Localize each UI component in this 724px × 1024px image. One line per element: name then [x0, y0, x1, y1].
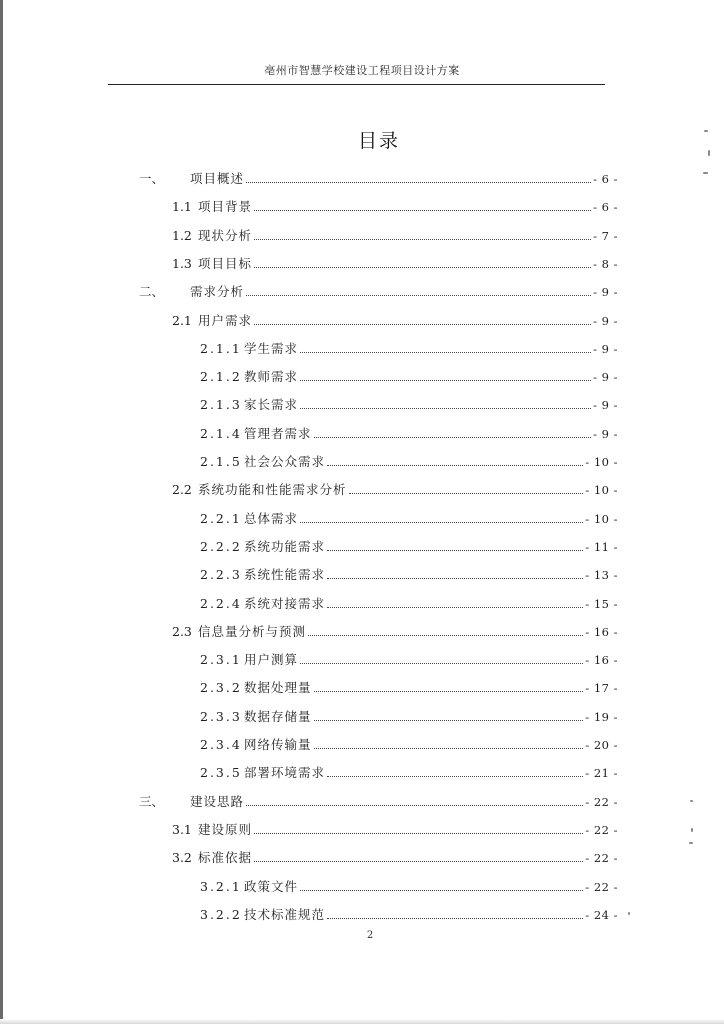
toc-dot-leader	[314, 748, 584, 749]
toc-entry-number: 2.1	[172, 312, 192, 328]
toc-entry-page: - 21 -	[585, 766, 618, 781]
toc-entry-label: 用户需求	[198, 312, 253, 328]
toc-dot-leader	[314, 691, 584, 692]
toc-entry-page: - 22 -	[585, 851, 618, 866]
toc-entry-number: 1.2	[172, 227, 192, 243]
toc-dot-leader	[300, 663, 583, 664]
toc-entry-label: 管理者需求	[244, 425, 312, 441]
scan-artifact	[708, 150, 710, 156]
toc-entry[interactable]	[200, 652, 618, 668]
scan-artifact	[628, 912, 630, 915]
toc-dot-leader	[314, 720, 584, 721]
toc-entry-number: 2.2.1	[200, 510, 242, 526]
toc-entry-label: 社会公众需求	[244, 454, 326, 469]
page-number: 2	[366, 930, 374, 941]
toc-entry-label: 项目概述	[190, 171, 245, 186]
toc-entry-page: - 17 -	[585, 681, 618, 696]
toc-dot-leader	[327, 607, 583, 608]
toc-entry[interactable]	[139, 171, 618, 187]
toc-entry-number: 2.2.2	[200, 538, 242, 554]
toc-entry-number: 2.1.5	[200, 454, 242, 469]
scan-artifact	[689, 842, 693, 844]
toc-entry-page: - 6 -	[593, 172, 618, 186]
toc-entry[interactable]	[200, 341, 618, 357]
toc-entry-number: 2.3.2	[200, 680, 242, 696]
toc-entry-page: - 15 -	[585, 596, 618, 611]
toc-entry[interactable]	[172, 624, 618, 640]
toc-entry-page: - 9 -	[593, 370, 618, 385]
toc-entry[interactable]	[139, 794, 618, 810]
toc-entry-number: 3.2	[172, 850, 192, 866]
toc-entry[interactable]	[200, 539, 618, 555]
toc-entry-label: 需求分析	[190, 284, 245, 300]
toc-entry[interactable]	[200, 879, 618, 895]
toc-entry-label: 系统性能需求	[244, 567, 326, 583]
toc-dot-leader	[246, 805, 583, 806]
toc-entry-page: - 9 -	[593, 341, 618, 356]
toc-dot-leader	[308, 635, 583, 636]
toc-dot-leader	[246, 295, 591, 296]
toc-dot-leader	[314, 437, 592, 438]
toc-entry-number: 三、	[139, 793, 165, 809]
toc-dot-leader	[254, 239, 591, 240]
toc-entry-page: - 11 -	[585, 539, 618, 554]
toc-entry-page: - 9 -	[593, 398, 618, 413]
toc-entry-number: 一、	[139, 171, 165, 186]
toc-entry[interactable]	[139, 284, 618, 300]
scan-artifact	[691, 828, 693, 832]
scan-artifact	[704, 130, 708, 132]
toc-entry-number: 2.1.4	[200, 425, 242, 441]
toc-dot-leader	[300, 380, 591, 381]
toc-entry-number: 2.3.4	[200, 737, 242, 752]
toc-entry-page: - 16 -	[585, 653, 618, 668]
scan-artifact	[690, 800, 693, 802]
toc-entry-label: 用户测算	[244, 652, 299, 668]
toc-entry[interactable]	[172, 482, 618, 498]
toc-entry-page: - 10 -	[585, 483, 618, 498]
toc-entry-label: 建设原则	[198, 821, 253, 837]
toc-dot-leader	[254, 833, 583, 834]
toc-entry-page: - 19 -	[585, 709, 618, 724]
toc-entry-label: 部署环境需求	[244, 765, 326, 781]
toc-entry-page: - 9 -	[593, 313, 618, 328]
toc-entry-page: - 9 -	[593, 285, 618, 300]
toc-entry-page: - 10 -	[585, 455, 618, 469]
toc-entry[interactable]	[200, 511, 618, 527]
toc-entry[interactable]	[172, 313, 618, 329]
toc-dot-leader	[327, 776, 583, 777]
toc-dot-leader	[300, 890, 583, 891]
scan-artifact	[703, 172, 708, 174]
toc-entry[interactable]	[172, 228, 618, 244]
toc-entry-label: 教师需求	[244, 369, 299, 385]
toc-entry-page: - 9 -	[593, 426, 618, 441]
toc-entry-number: 2.2	[172, 482, 192, 498]
toc-entry[interactable]	[200, 454, 618, 470]
toc-entry[interactable]	[200, 567, 618, 583]
toc-dot-leader	[254, 861, 583, 862]
toc-entry-number: 2.1.2	[200, 369, 242, 385]
toc-entry[interactable]	[172, 199, 618, 215]
toc-entry-label: 系统功能和性能需求分析	[198, 482, 347, 498]
toc-entry-number: 2.2.4	[200, 595, 242, 611]
toc-entry-label: 总体需求	[244, 510, 299, 526]
toc-entry-label: 项目背景	[198, 199, 253, 215]
toc-entry[interactable]	[200, 426, 618, 442]
toc-entry[interactable]	[200, 680, 618, 696]
toc-entry-number: 2.3	[172, 623, 192, 639]
toc-entry-label: 数据处理量	[244, 680, 312, 696]
toc-entry-label: 学生需求	[244, 340, 299, 356]
toc-dot-leader	[327, 918, 583, 919]
toc-dot-leader	[246, 182, 591, 183]
toc-entry-number: 1.3	[172, 255, 192, 271]
toc-entry-number: 2.3.1	[200, 652, 242, 668]
toc-entry-number: 3.2.2	[200, 906, 242, 922]
toc-entry[interactable]	[172, 822, 618, 838]
toc-entry-page: - 10 -	[585, 511, 618, 526]
toc-entry[interactable]	[200, 765, 618, 781]
toc-entry-number: 1.1	[172, 199, 192, 215]
toc-entry[interactable]	[200, 907, 618, 923]
running-header: 亳州市智慧学校建设工程项目设计方案	[264, 64, 460, 77]
toc-entry-number: 3.2.1	[200, 878, 242, 894]
toc-entry-number: 2.1.3	[200, 397, 242, 413]
toc-entry-page: - 20 -	[585, 738, 618, 752]
toc-title: 目录	[357, 130, 400, 152]
toc-entry-number: 3.1	[172, 821, 192, 837]
toc-dot-leader	[254, 267, 591, 268]
toc-entry-number: 2.1.1	[200, 340, 242, 356]
toc-entry-page: - 6 -	[593, 200, 618, 215]
toc-entry-number: 2.2.3	[200, 567, 242, 583]
toc-entry-label: 现状分析	[198, 227, 253, 243]
toc-entry-label: 数据存储量	[244, 708, 312, 724]
toc-entry-page: - 13 -	[585, 568, 618, 583]
toc-entry-label: 建设思路	[190, 793, 245, 809]
toc-entry-page: - 22 -	[585, 822, 618, 837]
toc-entry-page: - 16 -	[585, 624, 618, 639]
toc-entry[interactable]	[200, 709, 618, 725]
toc-entry[interactable]	[172, 256, 618, 272]
toc-dot-leader	[327, 465, 583, 466]
toc-dot-leader	[300, 408, 591, 409]
toc-dot-leader	[300, 352, 591, 353]
toc-entry[interactable]	[200, 596, 618, 612]
toc-entry-label: 项目目标	[198, 255, 253, 271]
toc-entry-page: - 24 -	[585, 907, 618, 922]
toc-dot-leader	[254, 324, 591, 325]
toc-entry-page: - 22 -	[585, 794, 618, 809]
toc-entry-page: - 7 -	[593, 228, 618, 243]
toc-dot-leader	[327, 550, 583, 551]
toc-dot-leader	[327, 578, 583, 579]
toc-entry-label: 网络传输量	[244, 737, 312, 752]
toc-dot-leader	[300, 522, 583, 523]
toc-entry[interactable]	[172, 850, 618, 866]
toc-entry[interactable]	[200, 737, 618, 753]
toc-dot-leader	[254, 210, 591, 211]
toc-entry[interactable]	[200, 397, 618, 413]
toc-entry-label: 家长需求	[244, 397, 299, 413]
toc-entry-page: - 8 -	[593, 256, 618, 271]
toc-entry-page: - 22 -	[585, 879, 618, 894]
toc-entry-label: 信息量分析与预测	[198, 623, 307, 639]
toc-dot-leader	[349, 493, 584, 494]
toc-entry-label: 系统对接需求	[244, 595, 326, 611]
toc-entry[interactable]	[200, 369, 618, 385]
toc-entry-number: 2.3.3	[200, 708, 242, 724]
toc-entry-label: 标准依据	[198, 850, 253, 866]
toc-entry-number: 2.3.5	[200, 765, 242, 781]
toc-entry-label: 技术标准规范	[244, 906, 326, 922]
toc-entry-label: 系统功能需求	[244, 538, 326, 554]
toc-entry-label: 政策文件	[244, 878, 299, 894]
toc-entry-number: 二、	[139, 284, 165, 300]
